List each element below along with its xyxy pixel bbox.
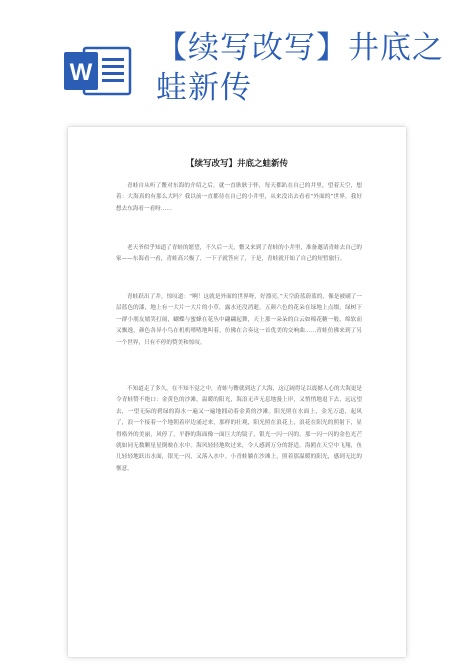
paragraph-4: 不知道走了多久，在不知不觉之中，青蛙与鳖就到达了大海，这辽阔得足以震撼人心的大海更是令青蛙赞不绝口：金黄色的沙滩，温暖的阳光，海浪无声无息地漫上岸，又悄悄地退下去，远远望去，一望无际的碧绿的海水一遍又一遍地拥动着金黄的沙滩。阳光照在水面上，金光万道，起风了，浪一个接着一个地朝着岸边涌过来，那样的壮观，阳光照在浪花上，浪花在阳光的照射下，显得格外的美丽，风停了，平静的海面像一面巨大的镜子，银光一闪一闪的，那一闪一闪的金色光芒就如同无数颗星星倒映在水中。海风轻轻地吹过来，令人感到万分的舒适。海鸥在天空中飞翔，鱼儿轻轻地跃出水面，银光一闪，又落入水中。小青蛙躺在沙滩上，照着那温暖的阳光，感到无比的惬意。 xyxy=(116,386,362,472)
document-title: 【续写改写】井底之蛙新传 xyxy=(185,159,288,169)
paragraph-3: 青蛙跃出了井，惊叹道：“啊！这就是外面的世界呀，好漂亮。”天空蔚蓝蔚蓝的，像是被刷了一层蓝色的漆，地上有一大片一大片的小草，露水还没消逝，五颜六色的花朵在绿地上点缀，绿树下一群小朋友嬉笑打闹，蝴蝶与蜜蜂在花丛中翩翩起舞，天上那一朵朵的白云如棉花糖一般，绵软而又飘逸，颜色各异小鸟在机机喳喳地叫着，仿佛在合奏这一首优美的交响曲……青蛙仿佛来到了另一个世界，只有不停的赞美和惊叹。 xyxy=(116,294,362,346)
document-page xyxy=(68,127,406,657)
header-title: 【续写改写】井底之蛙新传 xyxy=(156,30,444,106)
paragraph-2: 老天爷似乎知道了青蛙的愿望，不久后一天，鳖又来到了青蛙的小井里，准备邀请青蛙去自己的家——东海看一看，青蛙高兴极了，一下子就答应了，于是，青蛙就开始了自己的短暂旅行。 xyxy=(116,245,362,263)
word-logo-letter: W xyxy=(69,59,93,86)
paragraph-1: 青蛙自从听了鳖对东海的介绍之后，就一直耿耿于怀，每天都趴在自己的井里，望着天空，想着：大海真的有那么大吗？我以前一直都待在自己的小井里，从来没出去看看“外面的”世界，我好想去东海看一看呀…… xyxy=(116,183,362,212)
word-icon xyxy=(62,44,134,98)
header-banner xyxy=(0,0,474,110)
